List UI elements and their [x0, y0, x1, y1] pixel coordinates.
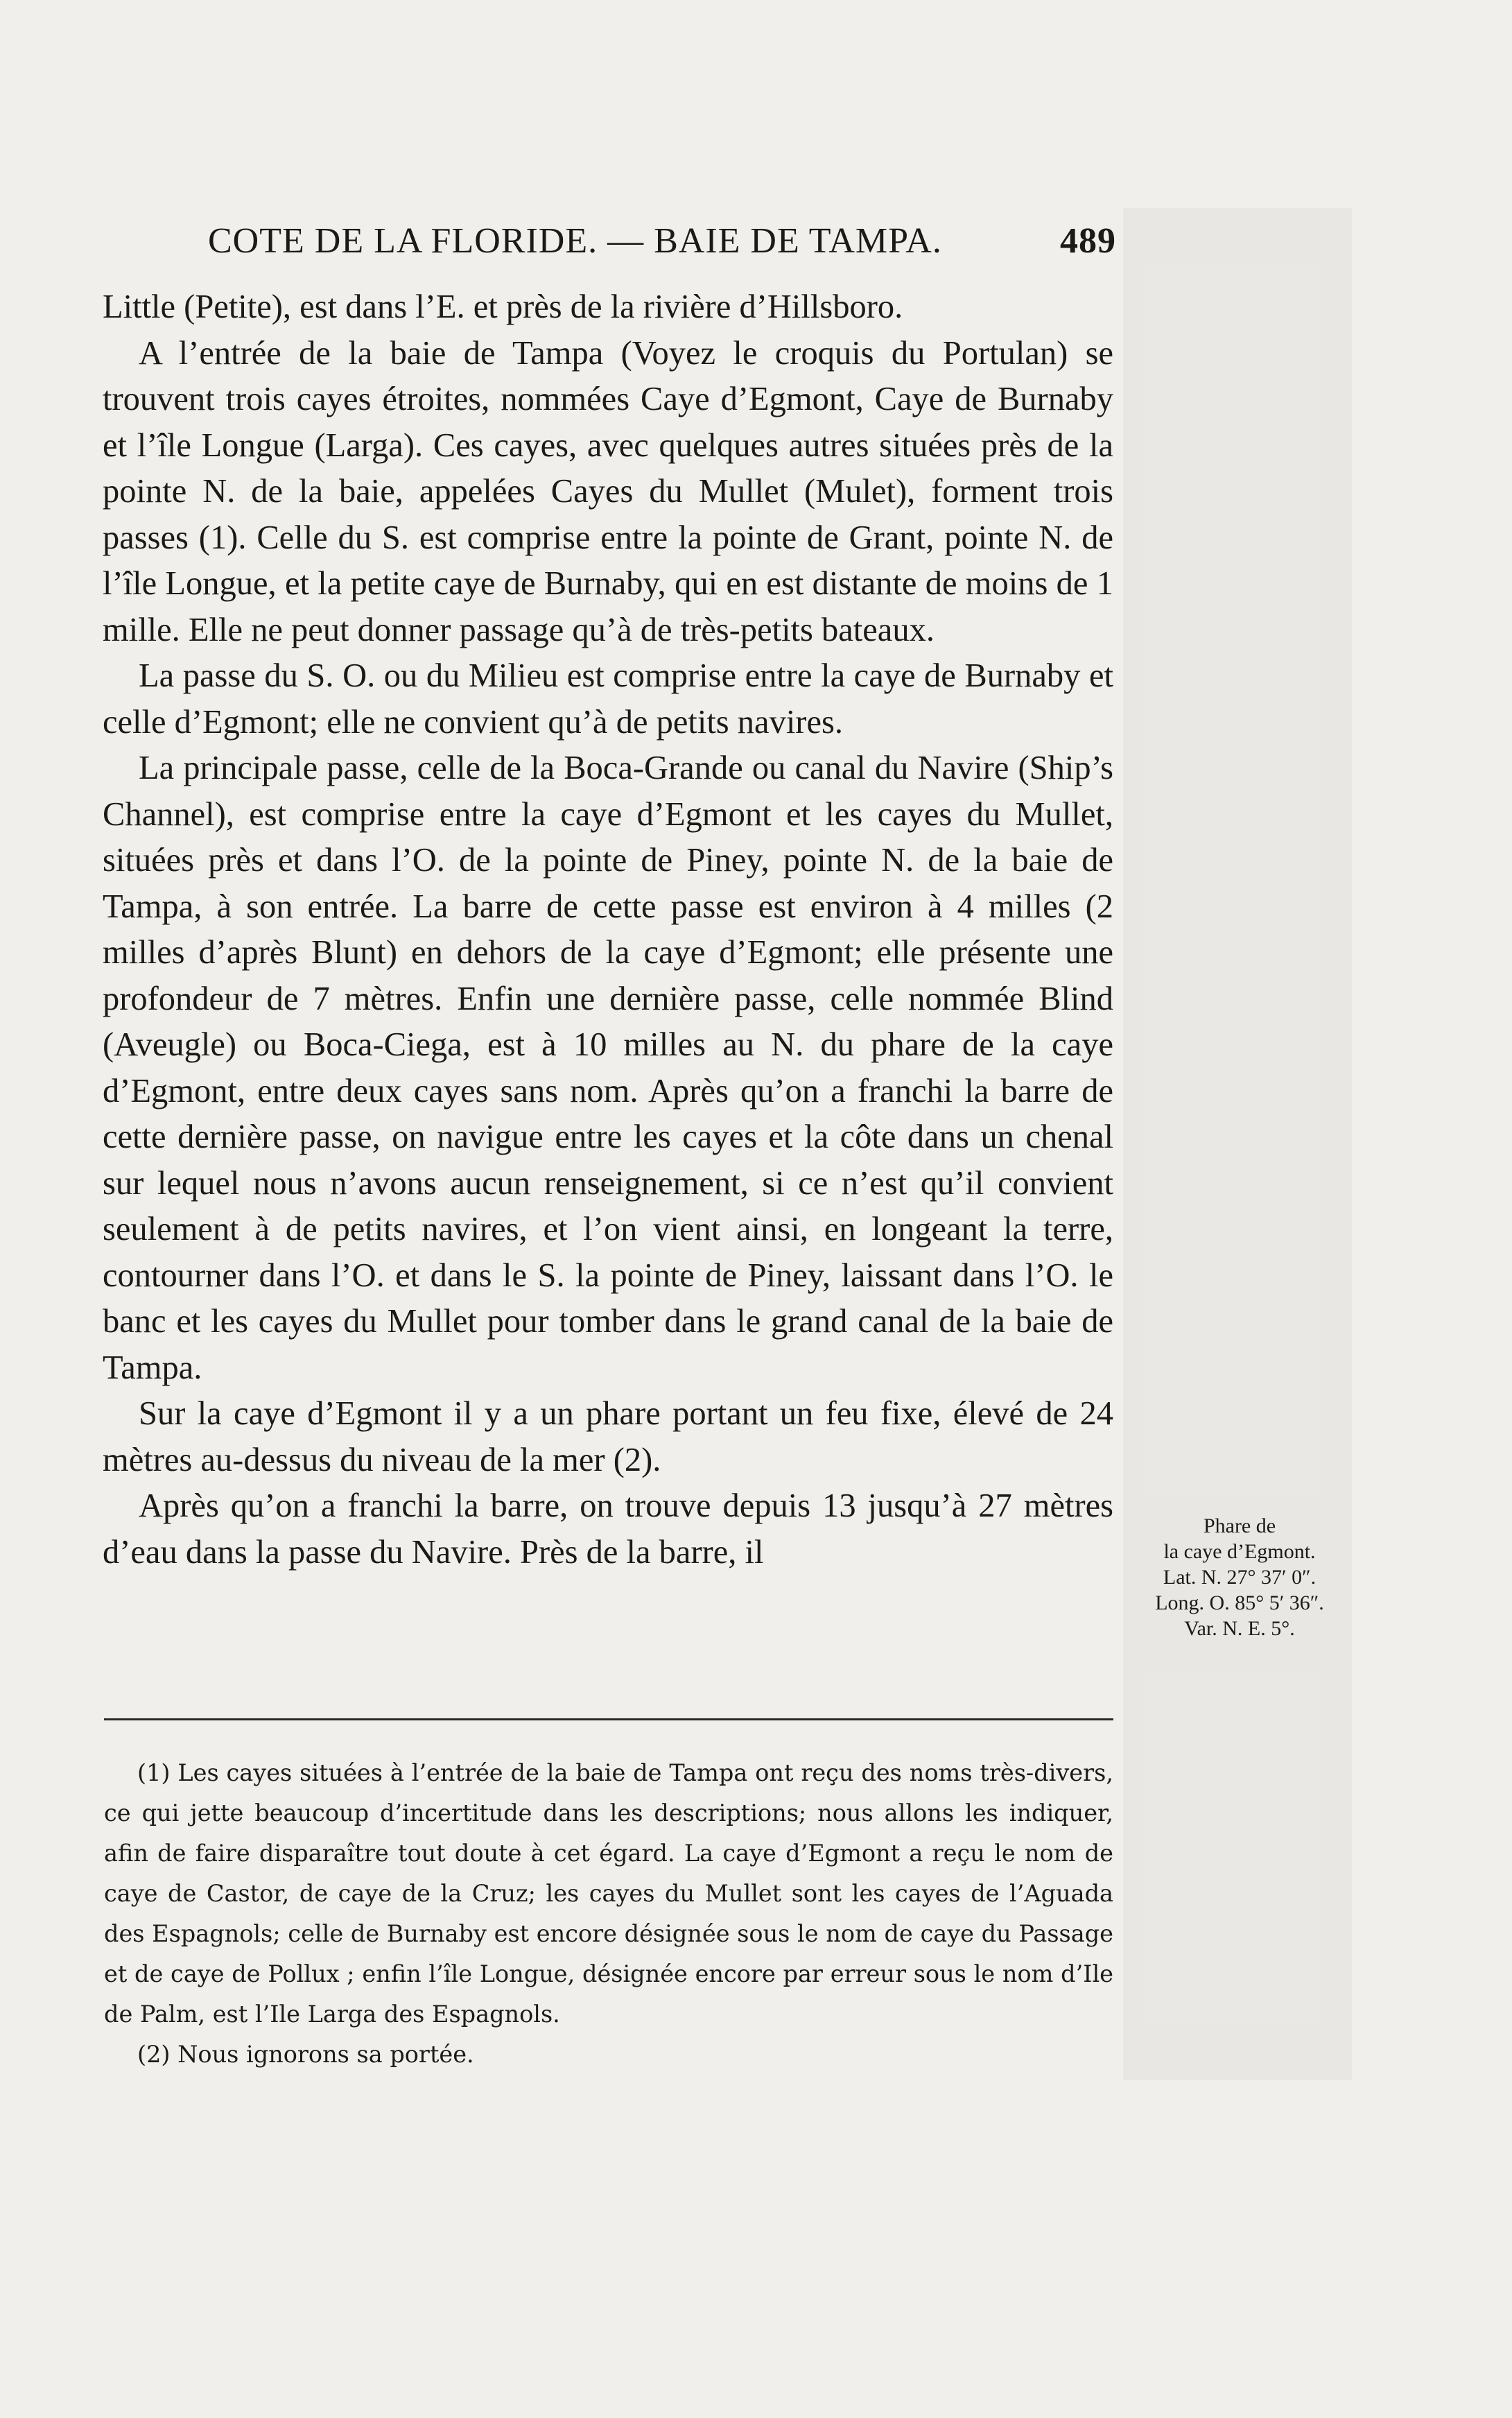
paragraph: Après qu’on a franchi la barre, on trouve depuis 13 jusqu’à 27 mètres d’eau dans la passe du Navire. Près de la barre, il: [103, 1487, 1113, 1571]
running-header: [201, 221, 1116, 269]
footnote: (1) Les cayes situées à l’entrée de la baie de Tampa ont reçu des noms très-divers, ce qui jette beaucoup d’incertitude dans les descriptions; nous allons les indiquer, afin de faire disparaître tout doute à cet égard. La caye d’Egmont a reçu le nom de caye de Castor, de caye de la Cruz; les cayes du Mullet sont les cayes de l’Aguada des Espagnols; celle de Burnaby est encore désignée sous le nom de caye du Passage et de caye de Pollux ; enfin l’île Longue, désignée encore par erreur sous le nom d’Ile de Palm, est l’Ile Larga des Espagnols.: [104, 1759, 1113, 2028]
paragraph: La principale passe, celle de la Boca-Grande ou canal du Navire (Ship’s Channel), est comprise entre la caye d’Egmont et les cayes du Mullet, situées près et dans l’O. de la pointe de Piney, pointe N. de la baie de Tampa, à son entrée. La barre de cette passe est environ à 4 milles (2 milles d’après Blunt) en dehors de la caye d’Egmont; elle présente une profondeur de 7 mètres. Enfin une dernière passe, celle nommée Blind (Aveugle) ou Boca-Ciega, est à 10 milles au N. du phare de la caye d’Egmont, entre deux cayes sans nom. Après qu’on a franchi la barre de cette dernière passe, on navigue entre les cayes et la côte dans un chenal sur lequel nous n’avons aucun renseignement, si ce n’est qu’il convient seulement à de petits navires, et l’on vient ainsi, en longeant la terre, contourner dans l’O. et dans le S. la pointe de Piney, laissant dans l’O. le banc et les cayes du Mullet pour tomber dans le grand canal de la baie de Tampa.: [103, 750, 1113, 1386]
footnote: (2) Nous ignorons sa portée.: [137, 2041, 474, 2068]
margin-note-lighthouse: [1129, 1513, 1350, 1641]
page-number: 489: [1060, 221, 1116, 261]
margin-note-line: la caye d’Egmont.: [1163, 1540, 1316, 1563]
paragraph: A l’entrée de la baie de Tampa (Voyez le croquis du Portulan) se trouvent trois cayes étroites, nommées Caye d’Egmont, Caye de Burnaby et l’île Longue (Larga). Ces cayes, avec quelques autres situées près de la pointe N. de la baie, appelées Cayes du Mullet (Mulet), forment trois passes (1). Celle du S. est comprise entre la pointe de Grant, pointe N. de l’île Longue, et la petite caye de Burnaby, qui en est distante de moins de 1 mille. Elle ne peut donner passage qu’à de très-petits bateaux.: [103, 334, 1113, 648]
footnotes: [104, 1753, 1113, 2075]
margin-note-line: Lat. N. 27° 37′ 0″.: [1163, 1566, 1317, 1589]
paragraph: La passe du S. O. ou du Milieu est comprise entre la caye de Burnaby et celle d’Egmont; elle ne convient qu’à de petits navires.: [103, 657, 1113, 741]
margin-note-line: Long. O. 85° 5′ 36″.: [1155, 1591, 1324, 1614]
margin-note-line: Var. N. E. 5°.: [1184, 1617, 1295, 1640]
show-through-stain: [1123, 208, 1352, 2080]
margin-note-line: Phare de: [1203, 1514, 1276, 1537]
paragraph: Sur la caye d’Egmont il y a un phare portant un feu fixe, élevé de 24 mètres au-dessus du niveau de la mer (2).: [103, 1395, 1113, 1478]
paragraph: Little (Petite), est dans l’E. et près de la rivière d’Hillsboro.: [103, 288, 903, 325]
main-text: [103, 284, 1113, 1575]
running-title: COTE DE LA FLORIDE. — BAIE DE TAMPA.: [208, 221, 942, 261]
footnote-divider: [104, 1718, 1113, 1720]
